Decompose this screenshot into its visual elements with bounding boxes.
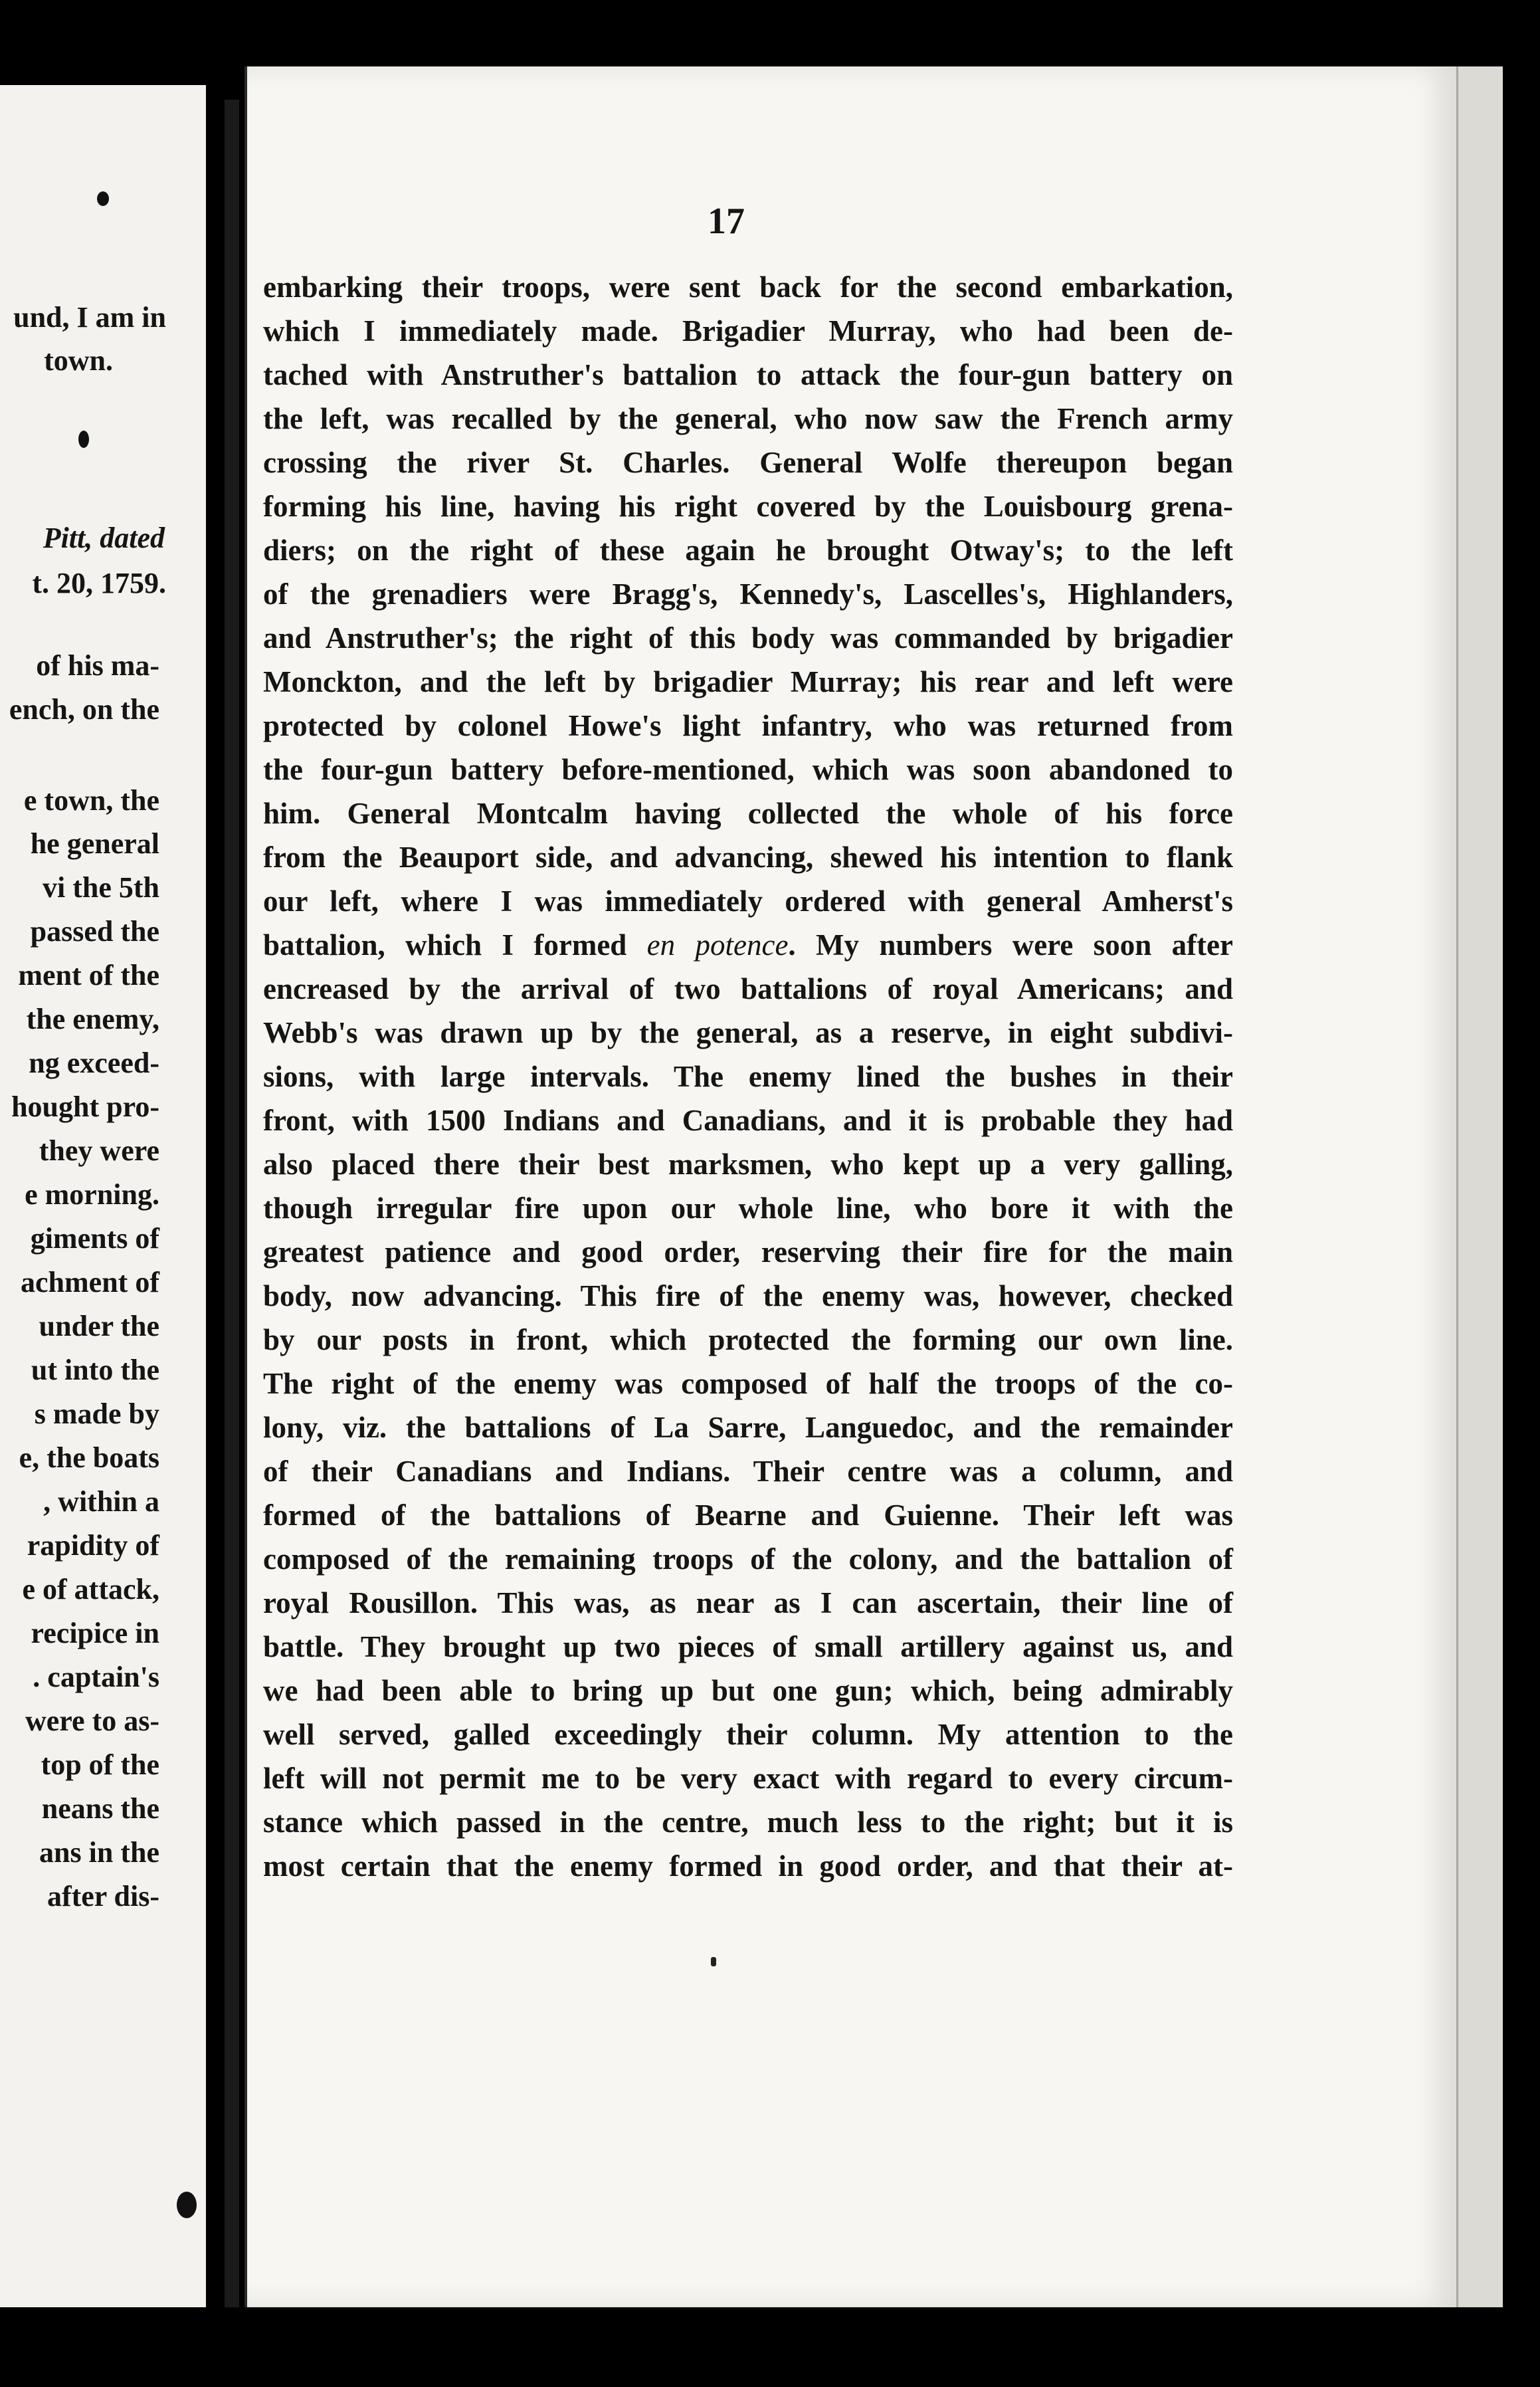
left-page-line: town. bbox=[44, 344, 113, 377]
left-page-line: the enemy, bbox=[26, 1003, 159, 1035]
left-page-line: e town, the bbox=[23, 784, 159, 817]
text-line: sions, with large intervals. The enemy lined the bushes in their bbox=[263, 1060, 1233, 1093]
left-page-line: they were bbox=[39, 1134, 159, 1167]
text-line: and Anstruther's; the right of this body was commanded by brigadier bbox=[263, 621, 1233, 655]
left-page-line: hought pro- bbox=[11, 1090, 159, 1123]
ink-blot bbox=[177, 2192, 197, 2218]
text-line: royal Rousillon. This was, as near as I can ascertain, their line of bbox=[263, 1586, 1233, 1619]
gutter-edge bbox=[225, 100, 239, 2333]
left-page-line: s made by bbox=[34, 1398, 159, 1430]
left-page-line: neans the bbox=[41, 1792, 159, 1825]
left-page-line: giments of bbox=[30, 1222, 159, 1255]
text-line: protected by colonel Howe's light infantry, who was returned from bbox=[263, 709, 1233, 742]
left-page-line: rapidity of bbox=[27, 1529, 159, 1562]
text-line: tached with Anstruther's battalion to attack the four-gun battery on bbox=[263, 358, 1233, 391]
left-page-line: e of attack, bbox=[22, 1573, 159, 1606]
text-line: forming his line, having his right covered by the Louisbourg grena- bbox=[263, 490, 1233, 523]
left-page-line: t. 20, 1759. bbox=[32, 567, 166, 599]
left-page-line: vi the 5th bbox=[43, 871, 159, 904]
text-line: the four-gun battery before-mentioned, which was soon abandoned to bbox=[263, 753, 1233, 786]
text-line: of their Canadians and Indians. Their centre was a column, and bbox=[263, 1455, 1233, 1488]
left-page-line: , within a bbox=[43, 1485, 159, 1518]
ink-blot bbox=[78, 431, 89, 448]
text-line: though irregular fire upon our whole line, who bore it with the bbox=[263, 1192, 1233, 1225]
left-page-line: e, the boats bbox=[19, 1441, 159, 1474]
text-line: which I immediately made. Brigadier Murray, who had been de- bbox=[263, 314, 1233, 348]
left-page-line: of his ma- bbox=[36, 649, 159, 682]
left-page-fragment bbox=[0, 85, 207, 2318]
left-page-line: under the bbox=[39, 1310, 159, 1342]
text-line: formed of the battalions of Bearne and Guienne. Their left was bbox=[263, 1499, 1233, 1532]
left-page-line: ng exceed- bbox=[29, 1047, 159, 1079]
text-line: our left, where I was immediately ordered with general Amherst's bbox=[263, 884, 1233, 918]
text-line: battalion, which I formed en potence. My numbers were soon after bbox=[263, 928, 1233, 962]
text-line: the left, was recalled by the general, who now saw the French army bbox=[263, 402, 1233, 435]
left-page-line: recipice in bbox=[31, 1617, 159, 1649]
text-line: battle. They brought up two pieces of small artillery against us, and bbox=[263, 1630, 1233, 1663]
left-page-line: were to as- bbox=[25, 1705, 159, 1737]
left-page-line: Pitt, dated bbox=[43, 522, 165, 554]
page-edge-strip bbox=[1456, 66, 1505, 2307]
left-page-line: ment of the bbox=[18, 959, 159, 991]
left-page-line: ut into the bbox=[31, 1354, 159, 1386]
text-line: most certain that the enemy formed in good order, and that their at- bbox=[263, 1849, 1233, 1883]
ink-speck bbox=[711, 1957, 716, 1966]
page-number: 17 bbox=[708, 201, 745, 242]
text-line: Monckton, and the left by brigadier Murray; his rear and left were bbox=[263, 665, 1233, 698]
left-page-line: . captain's bbox=[33, 1661, 159, 1693]
text-line: him. General Montcalm having collected the whole of his force bbox=[263, 797, 1233, 830]
left-page-line: ans in the bbox=[39, 1836, 159, 1869]
left-page-line: top of the bbox=[41, 1748, 159, 1781]
left-page-line: after dis- bbox=[47, 1880, 159, 1913]
scan-border-bottom bbox=[0, 2307, 1540, 2387]
ink-blot bbox=[97, 191, 109, 206]
text-line: from the Beauport side, and advancing, shewed his intention to flank bbox=[263, 841, 1233, 874]
left-page-line: achment of bbox=[21, 1266, 159, 1298]
text-line: lony, viz. the battalions of La Sarre, Languedoc, and the remainder bbox=[263, 1411, 1233, 1444]
text-line: front, with 1500 Indians and Canadians, and it is probable they had bbox=[263, 1104, 1233, 1137]
text-line: of the grenadiers were Bragg's, Kennedy's, Lascelles's, Highlanders, bbox=[263, 577, 1233, 611]
left-page-line: e morning. bbox=[25, 1178, 159, 1211]
text-line: embarking their troops, were sent back for the second embarkation, bbox=[263, 270, 1233, 304]
text-line: body, now advancing. This fire of the enemy was, however, checked bbox=[263, 1279, 1233, 1312]
text-line: Webb's was drawn up by the general, as a reserve, in eight subdivi- bbox=[263, 1016, 1233, 1049]
text-line: left will not permit me to be very exact with regard to every circum- bbox=[263, 1762, 1233, 1795]
text-line: encreased by the arrival of two battalions of royal Americans; and bbox=[263, 972, 1233, 1005]
text-line: greatest patience and good order, reserving their fire for the main bbox=[263, 1235, 1233, 1269]
text-line: crossing the river St. Charles. General Wolfe thereupon began bbox=[263, 446, 1233, 479]
text-line: we had been able to bring up but one gun; which, being admirably bbox=[263, 1674, 1233, 1707]
text-line: well served, galled exceedingly their column. My attention to the bbox=[263, 1718, 1233, 1751]
text-line: also placed there their best marksmen, who kept up a very galling, bbox=[263, 1148, 1233, 1181]
left-page-line: und, I am in bbox=[13, 301, 166, 334]
left-page-line: passed the bbox=[30, 915, 159, 948]
text-line: diers; on the right of these again he brought Otway's; to the left bbox=[263, 534, 1233, 567]
left-page-line: he general bbox=[30, 827, 159, 860]
scan-border-right bbox=[1503, 0, 1540, 2387]
text-line: The right of the enemy was composed of half the troops of the co- bbox=[263, 1367, 1233, 1400]
text-line: by our posts in front, which protected the forming our own line. bbox=[263, 1323, 1233, 1356]
text-line: composed of the remaining troops of the colony, and the battalion of bbox=[263, 1542, 1233, 1576]
text-line: stance which passed in the centre, much less to the right; but it is bbox=[263, 1806, 1233, 1839]
left-page-line: ench, on the bbox=[9, 693, 159, 726]
